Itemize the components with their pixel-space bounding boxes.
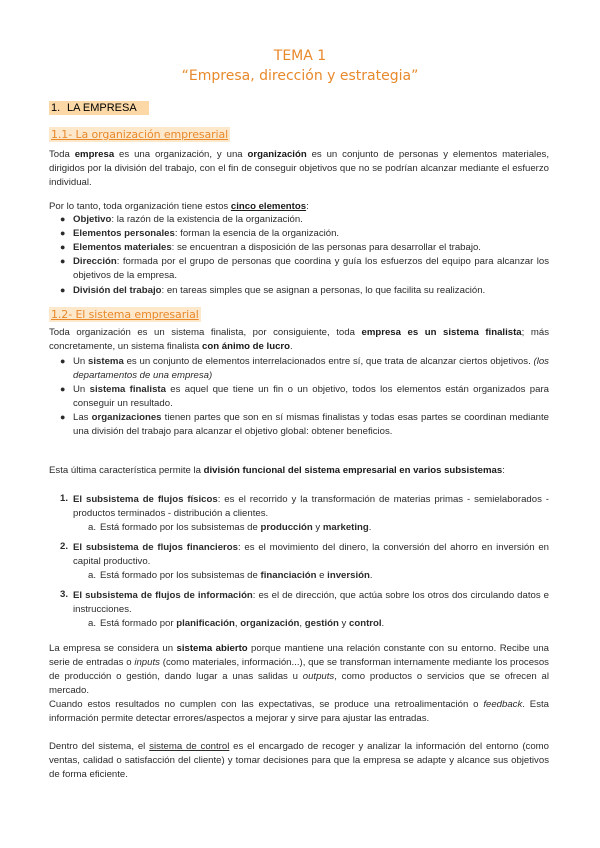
list-number: 3. <box>60 589 69 600</box>
bullet-icon: ● <box>60 256 66 266</box>
paragraph-organization: Toda empresa es una organización, y una organización es un conjunto de personas y elementos materiales, dirigidos por la división del trabajo, con el fin de conseguir objetivos que no se podrían alcanzar mediante el esfuerzo individual. <box>49 149 549 188</box>
list-letter: a. <box>88 618 97 629</box>
list-item: El subsistema de flujos financieros: es el movimiento del dinero, la conversión del ahorro en inversión en capital productivo. <box>73 542 549 567</box>
list-item: Dirección: formada por el grupo de personas que coordina y guía los esfuerzos del equipo para alcanzar los objetivos de la empresa. <box>73 256 549 281</box>
list-letter: a. <box>88 570 97 581</box>
paragraph-elements-intro: Por lo tanto, toda organización tiene estos cinco elementos: <box>49 201 309 212</box>
bullet-icon: ● <box>60 228 66 238</box>
bullet-icon: ● <box>60 356 66 366</box>
section-number: 1. <box>51 102 61 114</box>
paragraph-open-system: La empresa se considera un sistema abierto porque mantiene una relación constante con su entorno. Recibe una serie de entradas o inputs (como materiales, información...), que se transforman internamente mediante los procesos de producción o gestión, dando lugar a unas salidas u outputs, como productos o servicios que se ofrecen al mercado. <box>49 643 550 696</box>
list-item: Elementos materiales: se encuentran a disposición de las personas para desarrollar el trabajo. <box>73 242 481 253</box>
page-title: TEMA 1 <box>273 48 327 64</box>
paragraph-control: Dentro del sistema, el sistema de control es el encargado de recoger y analizar la información del entorno (como ventas, calidad o satisfacción del cliente) y tomar decisiones para que la empresa se adapte y alcance sus objetivos de forma eficiente. <box>49 741 549 780</box>
subsection-heading-1-2: 1.2- El sistema empresarial <box>51 308 199 321</box>
section-heading <box>49 101 149 115</box>
list-number: 2. <box>60 541 69 552</box>
list-subitem: Está formado por los subsistemas de financiación e inversión. <box>100 570 373 581</box>
list-item: División del trabajo: en tareas simples que se asignan a personas, lo que facilita su realización. <box>73 285 486 296</box>
bullet-icon: ● <box>60 214 66 224</box>
paragraph-division: Esta última característica permite la división funcional del sistema empresarial en varios subsistemas: <box>49 465 505 476</box>
section-label: LA EMPRESA <box>67 102 137 114</box>
list-item: Objetivo: la razón de la existencia de la organización. <box>73 214 303 225</box>
paragraph-system: Toda organización es un sistema finalista, por consiguiente, toda empresa es un sistema finalista; más concretamente, un sistema finalista con ánimo de lucro. <box>49 327 549 352</box>
list-item: Un sistema finalista es aquel que tiene un fin o un objetivo, todos los elementos están organizados para conseguir un resultado. <box>73 384 549 409</box>
list-item: El subsistema de flujos de información: es el de dirección, que actúa sobre los otros dos circulando datos e instrucciones. <box>73 590 550 615</box>
list-number: 1. <box>60 493 69 504</box>
bullet-icon: ● <box>60 412 66 422</box>
list-item: Las organizaciones tienen partes que son en sí mismas finalistas y todas esas partes se coordinan mediante una división del trabajo para alcanzar el objetivo global: obtener beneficios. <box>73 412 549 437</box>
subsection-heading-1-1: 1.1- La organización empresarial <box>51 128 229 141</box>
list-subitem: Está formado por planificación, organización, gestión y control. <box>100 618 385 629</box>
list-item: El subsistema de flujos físicos: es el recorrido y la transformación de materias primas - semielaborados - productos terminados - distribución a clientes. <box>73 494 549 519</box>
bullet-icon: ● <box>60 242 66 252</box>
list-item: Elementos personales: forman la esencia de la organización. <box>73 228 340 239</box>
paragraph-feedback: Cuando estos resultados no cumplen con las expectativas, se produce una retroalimentación o feedback. Esta información permite detectar errores/aspectos a mejorar y sirve para ajustar las entradas. <box>49 699 550 724</box>
bullet-icon: ● <box>60 384 66 394</box>
page-subtitle: “Empresa, dirección y estrategia” <box>181 68 419 84</box>
list-subitem: Está formado por los subsistemas de producción y marketing. <box>100 522 372 533</box>
list-letter: a. <box>88 522 97 533</box>
bullet-icon: ● <box>60 285 66 295</box>
list-item: Un sistema es un conjunto de elementos interrelacionados entre sí, que trata de alcanzar ciertos objetivos. (los departamentos de una empresa) <box>73 356 549 381</box>
